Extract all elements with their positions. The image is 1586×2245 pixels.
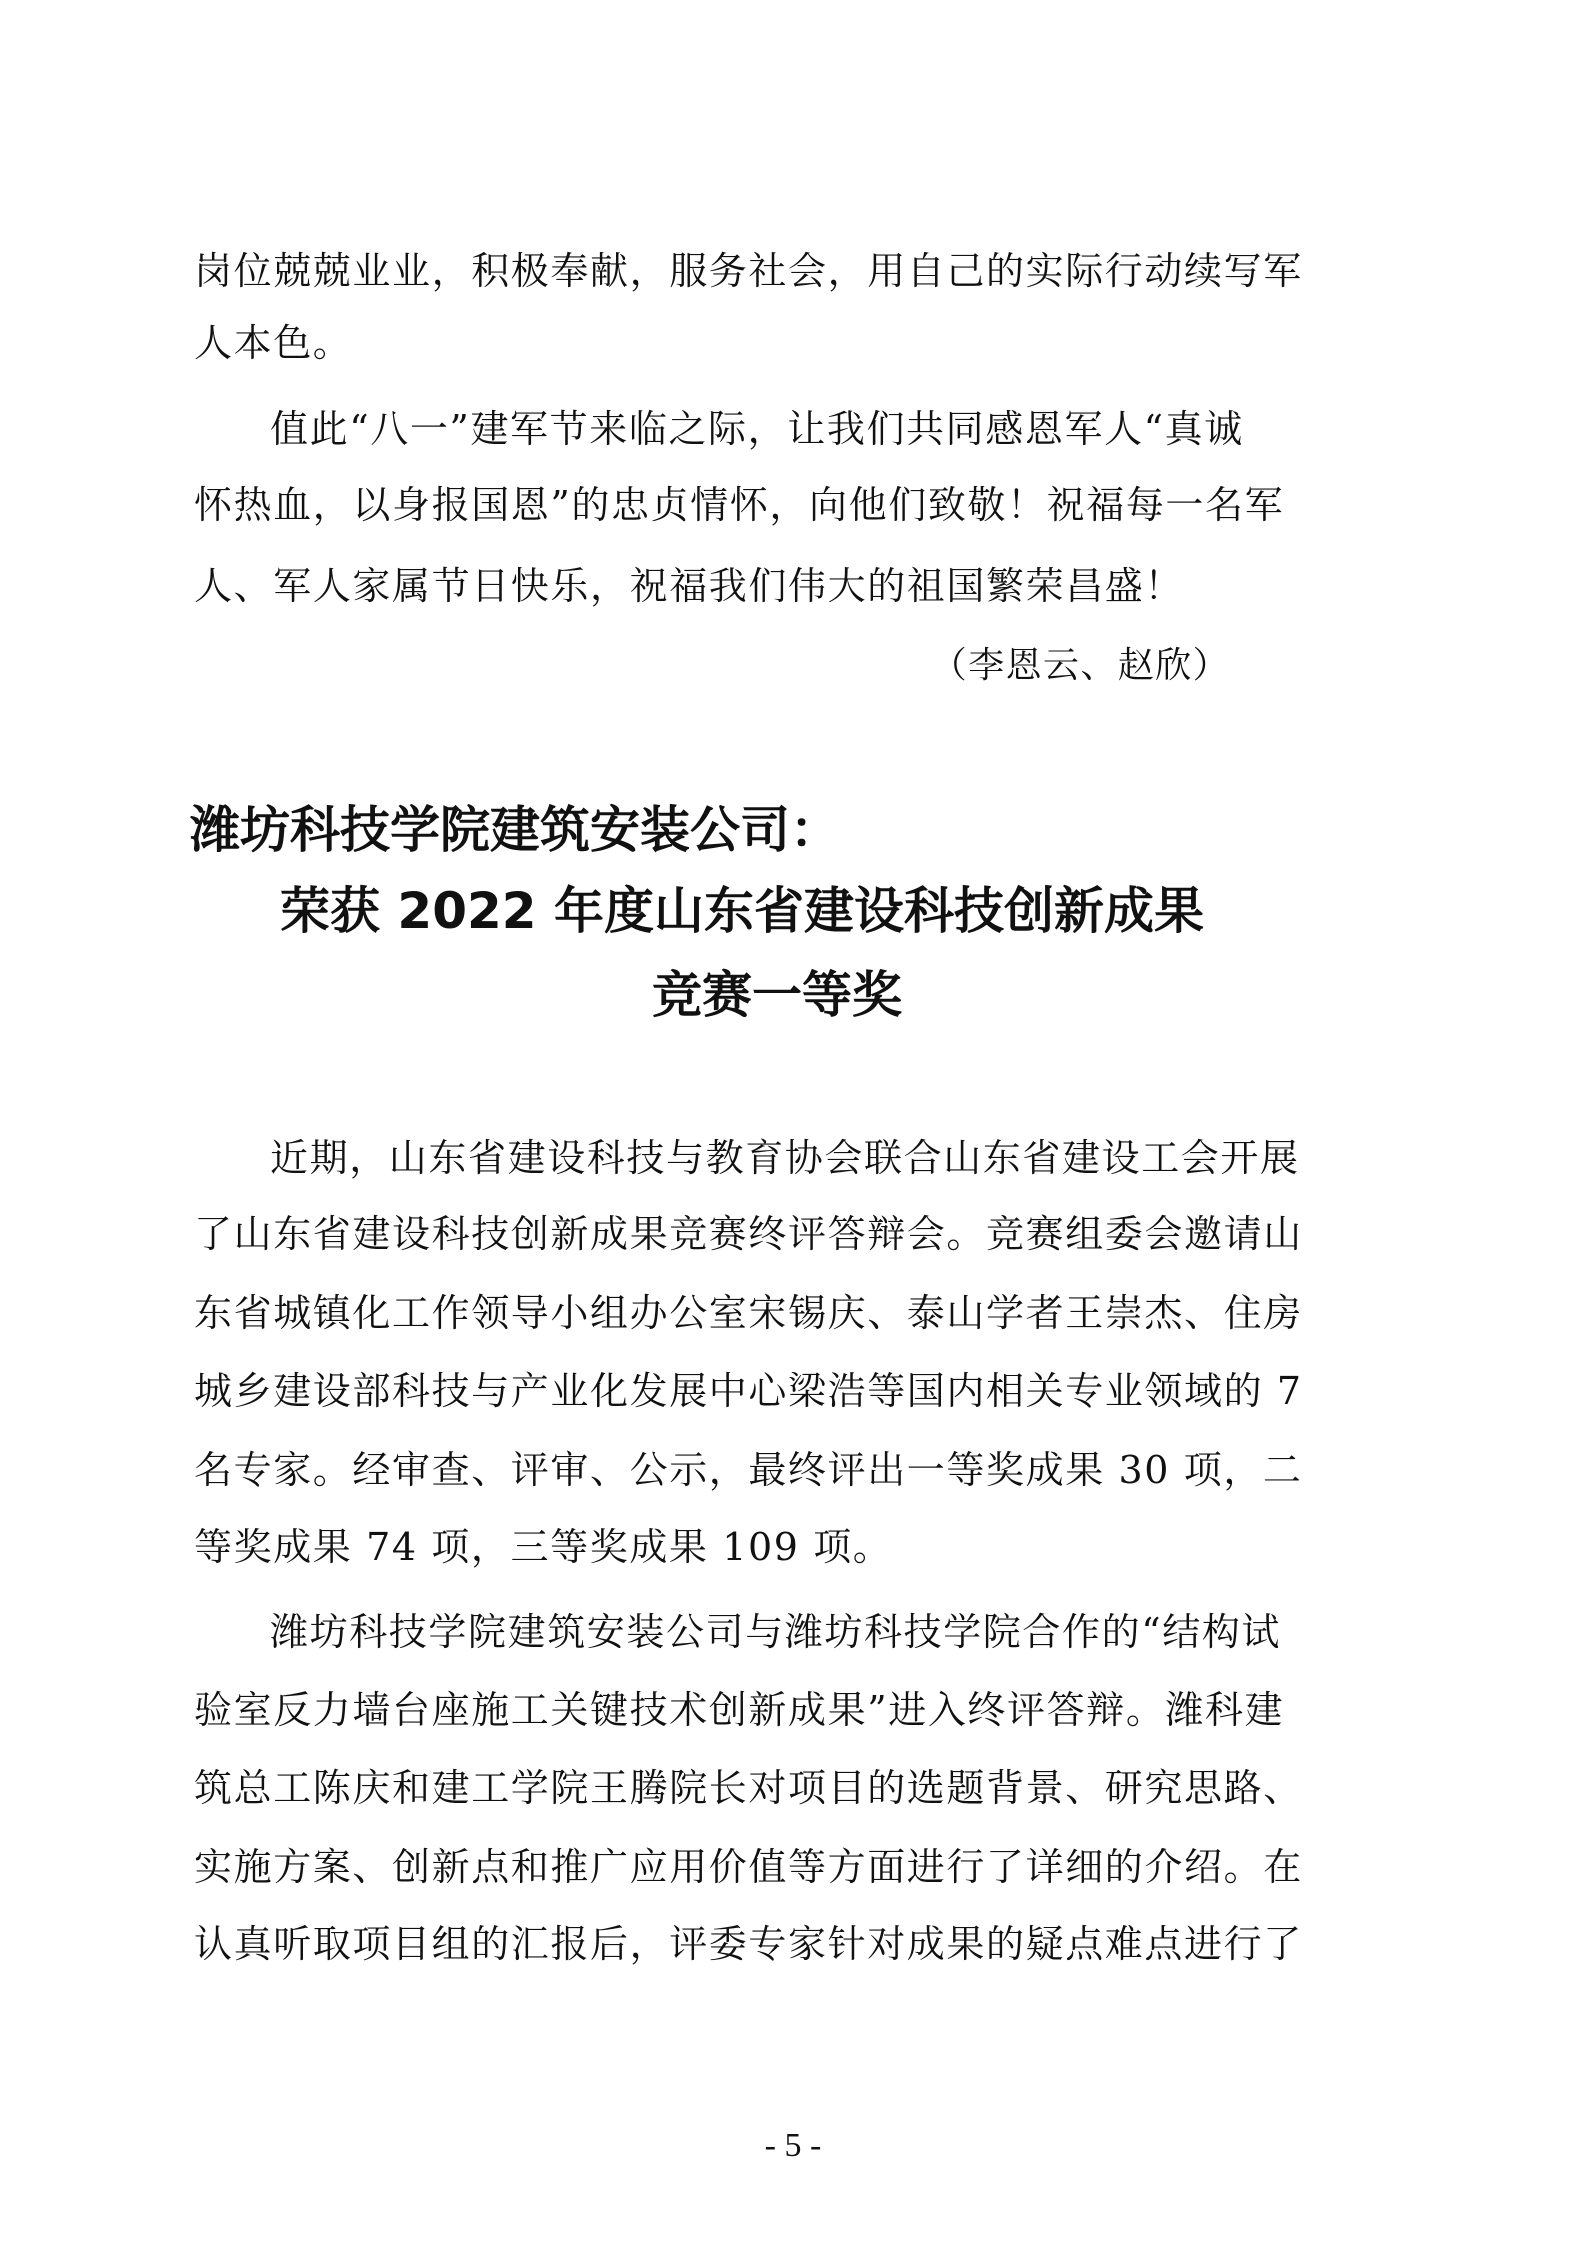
article-title-line: 荣获 2022 年度山东省建设科技创新成果: [280, 882, 1204, 940]
body-text-line: 等奖成果 74 项，三等奖成果 109 项。: [194, 1525, 893, 1569]
author-signature: （李恩云、赵欣）: [930, 645, 1230, 686]
body-text-line: 人本色。: [194, 321, 353, 365]
article-title-line: 潍坊科技学院建筑安装公司：: [190, 801, 840, 859]
body-text-line: 城乡建设部科技与产业化发展中心梁浩等国内相关专业领域的 7: [194, 1369, 1303, 1413]
page-number: - 5 -: [764, 2127, 822, 2164]
body-text-line: 人、军人家属节日快乐，祝福我们伟大的祖国繁荣昌盛！: [194, 564, 1185, 608]
body-text-line: 近期，山东省建设科技与教育协会联合山东省建设工会开展: [270, 1136, 1300, 1180]
body-text-line: 怀热血，以身报国恩”的忠贞情怀，向他们致敬！祝福每一名军: [194, 483, 1285, 527]
body-text-line: 实施方案、创新点和推广应用价值等方面进行了详细的介绍。在: [194, 1845, 1303, 1889]
body-text-line: 认真听取项目组的汇报后，评委专家针对成果的疑点难点进行了: [194, 1922, 1303, 1966]
body-text-line: 值此“八一”建军节来临之际，让我们共同感恩军人“真诚: [270, 407, 1244, 451]
body-text-line: 了山东省建设科技创新成果竞赛终评答辩会。竞赛组委会邀请山: [194, 1212, 1303, 1256]
body-text-line: 验室反力墙台座施工关键技术创新成果”进入终评答辩。潍科建: [194, 1688, 1285, 1732]
article-title-line: 竞赛一等奖: [652, 966, 902, 1024]
body-text-line: 潍坊科技学院建筑安装公司与潍坊科技学院合作的“结构试: [270, 1610, 1282, 1654]
body-text-line: 筑总工陈庆和建工学院王腾院长对项目的选题背景、研究思路、: [194, 1766, 1303, 1810]
body-text-line: 东省城镇化工作领导小组办公室宋锡庆、泰山学者王崇杰、住房: [194, 1291, 1303, 1335]
body-text-line: 岗位兢兢业业，积极奉献，服务社会，用自己的实际行动续写军: [194, 249, 1303, 293]
body-text-line: 名专家。经审查、评审、公示，最终评出一等奖成果 30 项，二: [194, 1448, 1303, 1492]
